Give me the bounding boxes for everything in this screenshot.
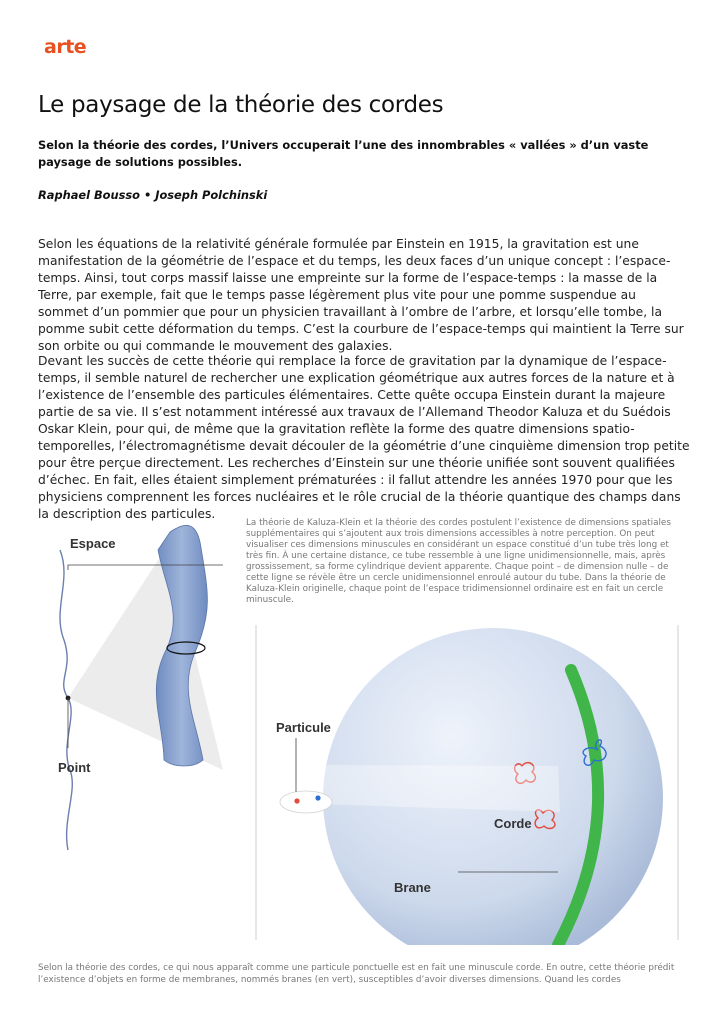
point-label: Point [58, 760, 91, 775]
footer-caption: Selon la théorie des cordes, ce qui nous apparaît comme une particule ponctuelle est en fait une minuscule corde. En outre, cette théorie prédit l’existence d’objets en forme de membranes, nommés branes (en vert), susceptibles d’avoir diverses dimensions. Quand les cordes [38, 963, 675, 985]
figure-caption: La théorie de Kaluza-Klein et la théorie des cordes postulent l’existence de dimensions spatiales supplémentaires qui s’ajoutent aux trois dimensions accessibles à notre perception. On peut visualiser ces dimensions minuscules en considérant un espace constitué d’un tube très long et très fin. À une certaine distance, ce tube ressemble à une ligne unidimensionnelle, mais, après grossissement, sa forme cylindrique devient apparente. Chaque point – de dimension nulle – de cette ligne se révèle être un cercle unidimensionnel enroulé autour du tube. Dans la théorie de Kaluza-Klein originelle, chaque point de l’espace tridimensionnel ordinaire est en fait un cercle minuscule. [246, 518, 671, 605]
corde-label: Corde [494, 816, 532, 831]
tube-illustration [58, 525, 223, 850]
particle-blue [315, 795, 320, 800]
wavy-line [60, 550, 72, 850]
article-paragraph: Selon les équations de la relativité générale formulée par Einstein en 1915, la gravitation est une manifestation de la géométrie de l’espace et du temps, les deux faces d’un unique concept : l’espace-temps. Ainsi, tout corps massif laisse une empreinte sur la forme de l’espace-temps : la masse de la Terre, par exemple, fait que le temps passe légèrement plus vite pour une pomme suspendue au sommet d’un pommier que pour un physicien travaillant à l’ombre de l’arbre, et lorsqu’elle tombe, la pomme subit cette déformation du temps. C’est la courbure de l’espace-temps qui maintient la Terre sur son orbite ou qui commande le mouvement des galaxies. [38, 237, 684, 353]
brane-label: Brane [394, 880, 431, 895]
article-lead: Selon la théorie des cordes, l’Univers occuperait l’une des innombrables « vallées » d’un vaste paysage de solutions possibles. [38, 138, 649, 169]
particle-bubble [280, 791, 332, 813]
espace-label: Espace [70, 536, 116, 551]
particle-red [294, 798, 299, 803]
arte-logo[interactable]: arte [44, 36, 87, 58]
kaluza-klein-figure [38, 520, 688, 945]
article-paragraph: Devant les succès de cette théorie qui remplace la force de gravitation par la dynamique de l’espace-temps, il semble naturel de rechercher une explication géométrique aux autres forces de la nature et à l’existence de l’ensemble des particules élémentaires. Cette quête occupa Einstein durant la majeure partie de sa vie. Il s’est notamment intéressé aux travaux de l’Allemand Theodor Kaluza et du Suédois Oskar Klein, pour qui, de même que la gravitation reflète la forme des quatre dimensions spatio-temporelles, l’électromagnétisme devait découler de la géométrie d’une cinquième dimension trop petite pour être perçue directement. Les recherches d’Einstein sur une théorie unifiée sont souvent qualifiées d’échec. En fait, elles étaient simplement prématurées : il fallut attendre les années 1970 pour que les physiciens comprennent les forces nucléaires et le rôle crucial de la théorie quantique des champs dans la description des particules. [38, 354, 690, 521]
article-authors: Raphael Bousso • Joseph Polchinski [38, 188, 268, 202]
brane-illustration [256, 625, 678, 945]
article-title: Le paysage de la théorie des cordes [38, 92, 444, 118]
particule-label: Particule [276, 720, 331, 735]
